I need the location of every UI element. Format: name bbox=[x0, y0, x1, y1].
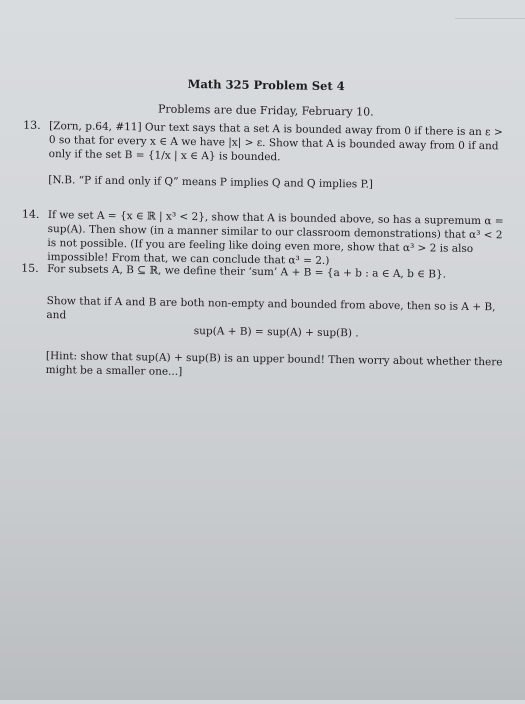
problem-text: If we set A = {x ∈ ℝ | x³ < 2}, show that A is bounded above, so has a supremum α = sup(A). Then show (in a manner similar to our classroom demonstrations) that α³ < 2 is not possible. (If you are feeling like doing even more, show that α³ > 2 is also impossible! From that, we can conclude that α³ = 2.) bbox=[47, 209, 504, 267]
problem-13 bbox=[23, 118, 510, 167]
page-title: Math 325 Problem Set 4 bbox=[187, 76, 345, 94]
problem-number: 13. bbox=[23, 118, 41, 132]
problem-text: For subsets A, B ⊆ ℝ, we define their ‘sum’ A + B = {a + b : a ∈ A, b ∈ B}. bbox=[47, 263, 447, 281]
problem-15-equation: sup(A + B) = sup(A) + sup(B) . bbox=[193, 325, 359, 340]
page-subtitle: Problems are due Friday, February 10. bbox=[157, 102, 374, 119]
problem-number: 14. bbox=[21, 207, 40, 221]
problem-number: 15. bbox=[21, 261, 39, 275]
problem-13-note: [N.B. “P if and only if Q” means P implies Q and Q implies P.] bbox=[48, 174, 374, 191]
problem-15-hint: [Hint: show that sup(A) + sup(B) is an upper bound! Then worry about whether there might be a smaller one...] bbox=[45, 350, 503, 378]
problem-15-statement: Show that if A and B are both non-empty and bounded from above, then so is A + B, and bbox=[46, 295, 496, 322]
problem-text: [Zorn, p.64, #11] Our text says that a set A is bounded away from 0 if there is an ε > 0 so that for every x ∈ A we have |x| > ε. Show that A is bounded away from 0 if and only if the set B = {1/x | x ∈ A} is bounded. bbox=[48, 120, 503, 164]
